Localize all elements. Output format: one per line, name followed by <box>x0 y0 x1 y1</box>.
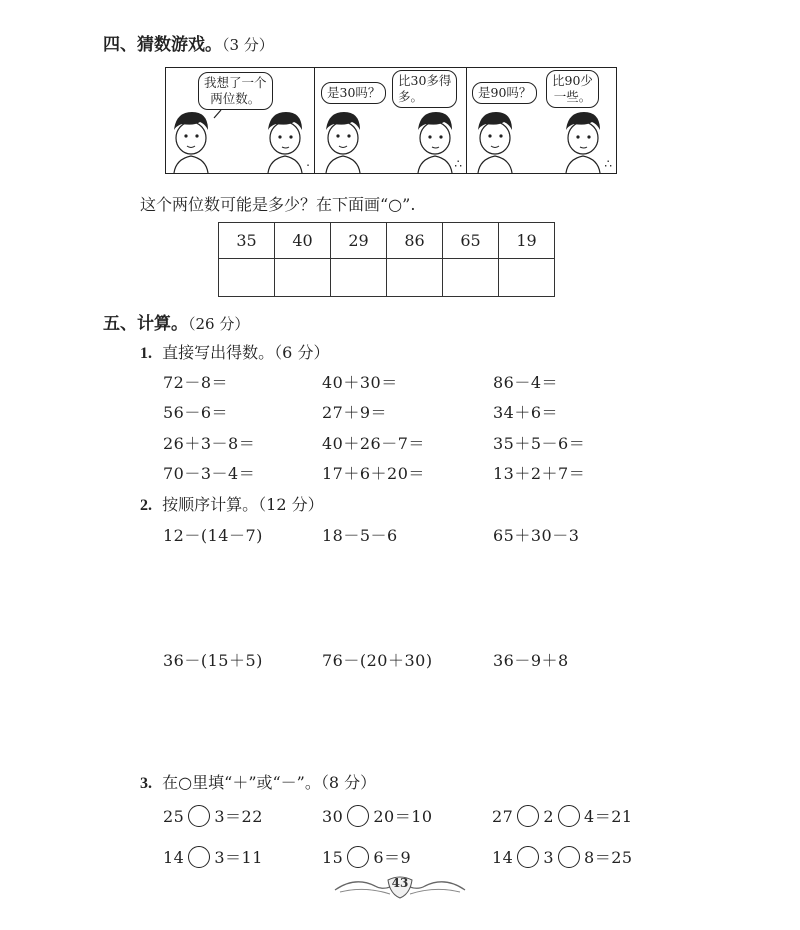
boys-illustration <box>166 68 314 173</box>
boy-left <box>174 112 208 173</box>
equation: 26＋3－8＝ <box>163 434 256 453</box>
operand: 6＝9 <box>373 848 412 867</box>
equation: 86－4＝ <box>493 373 559 392</box>
answer-row <box>219 259 555 297</box>
equation: 70－3－4＝ <box>163 464 256 483</box>
q2-text: 按顺序计算。（12 分） <box>162 495 324 514</box>
equation: 65＋30－3 <box>493 526 580 545</box>
operand: 27 <box>492 807 514 826</box>
equation: 40＋30＝ <box>322 373 398 392</box>
q2-number: 2. <box>140 497 152 514</box>
answer-cell[interactable] <box>331 259 387 297</box>
equation: 27＋9＝ <box>322 403 388 422</box>
section-5-title-text: 五、计算。 <box>103 314 188 334</box>
equation: 72－8＝ <box>163 373 229 392</box>
operand: 8＝25 <box>584 848 633 867</box>
page-number: 43 <box>391 876 409 890</box>
operand: 25 <box>163 807 185 826</box>
answer-cell[interactable] <box>443 259 499 297</box>
speech-bubble: 我想了一个 两位数。 <box>198 72 273 110</box>
speech-bubble: 比30多得 多。 <box>392 70 457 108</box>
section-4-title <box>103 30 274 55</box>
answer-cell[interactable] <box>219 259 275 297</box>
section-5-points: （26 分） <box>188 315 250 333</box>
answer-circle[interactable] <box>188 846 210 868</box>
answer-circle[interactable] <box>558 846 580 868</box>
table-row <box>219 223 555 259</box>
answer-cell[interactable] <box>275 259 331 297</box>
answer-circle[interactable] <box>347 805 369 827</box>
q1-text: 直接写出得数。（6 分） <box>162 343 330 362</box>
comic-panel-1 <box>166 68 315 173</box>
fill-sign-item <box>492 845 633 870</box>
equation: 76－(20＋30) <box>322 651 433 670</box>
equation: 36－(15＋5) <box>163 651 263 670</box>
table-cell: 65 <box>443 223 499 259</box>
table-cell: 40 <box>275 223 331 259</box>
page-footer <box>330 872 470 902</box>
equation: 18－5－6 <box>322 526 398 545</box>
operand: 15 <box>322 848 344 867</box>
speech-bubble: 比90少 一些。 <box>546 70 599 108</box>
fill-sign-item <box>163 845 263 870</box>
table-cell: 19 <box>499 223 555 259</box>
operand: 3＝22 <box>214 807 263 826</box>
panel-3-mark: ∴ <box>604 157 612 171</box>
fill-sign-item <box>322 804 433 829</box>
equation: 13＋2＋7＝ <box>493 464 586 483</box>
answer-circle[interactable] <box>188 805 210 827</box>
guess-question: 这个两位数可能是多少？在下面画“○”. <box>140 195 416 214</box>
section-4-points: （3 分） <box>222 36 274 54</box>
equation: 34＋6＝ <box>493 403 559 422</box>
answer-circle[interactable] <box>517 846 539 868</box>
fill-sign-item <box>492 804 633 829</box>
guess-comic <box>165 67 617 174</box>
answer-circle[interactable] <box>558 805 580 827</box>
operand: 3 <box>543 848 555 867</box>
table-cell: 29 <box>331 223 387 259</box>
equation: 36－9＋8 <box>493 651 569 670</box>
q1-heading <box>140 340 329 363</box>
operand: 14 <box>492 848 514 867</box>
q3-heading <box>140 770 376 793</box>
equation: 40＋26－7＝ <box>322 434 425 453</box>
speech-bubble: 是90吗？ <box>472 82 537 104</box>
answer-cell[interactable] <box>499 259 555 297</box>
fill-sign-item <box>163 804 263 829</box>
section-4-title-text: 四、猜数游戏。 <box>103 35 222 55</box>
answer-circle[interactable] <box>347 846 369 868</box>
operand: 30 <box>322 807 344 826</box>
equation: 35＋5－6＝ <box>493 434 586 453</box>
panel-2-mark: ∴ <box>454 157 462 171</box>
equation: 12－(14－7) <box>163 526 263 545</box>
answer-cell[interactable] <box>387 259 443 297</box>
comic-panel-2 <box>314 68 467 173</box>
guess-table <box>218 222 555 297</box>
operand: 4＝21 <box>584 807 633 826</box>
answer-circle[interactable] <box>517 805 539 827</box>
section-5-title <box>103 309 249 334</box>
operand: 3＝11 <box>214 848 263 867</box>
boy-right <box>268 112 302 173</box>
equation: 56－6＝ <box>163 403 229 422</box>
q3-text: 在○里填“＋”或“－”。（8 分） <box>162 773 377 792</box>
speech-bubble: 是30吗？ <box>321 82 386 104</box>
table-cell: 35 <box>219 223 275 259</box>
comic-panel-3 <box>466 68 616 173</box>
operand: 2 <box>543 807 555 826</box>
panel-1-mark: . <box>306 155 310 169</box>
operand: 14 <box>163 848 185 867</box>
q2-heading <box>140 492 324 515</box>
table-cell: 86 <box>387 223 443 259</box>
q1-number: 1. <box>140 345 152 362</box>
equation: 17＋6＋20＝ <box>322 464 425 483</box>
q3-number: 3. <box>140 775 152 792</box>
operand: 20＝10 <box>373 807 433 826</box>
fill-sign-item <box>322 845 411 870</box>
